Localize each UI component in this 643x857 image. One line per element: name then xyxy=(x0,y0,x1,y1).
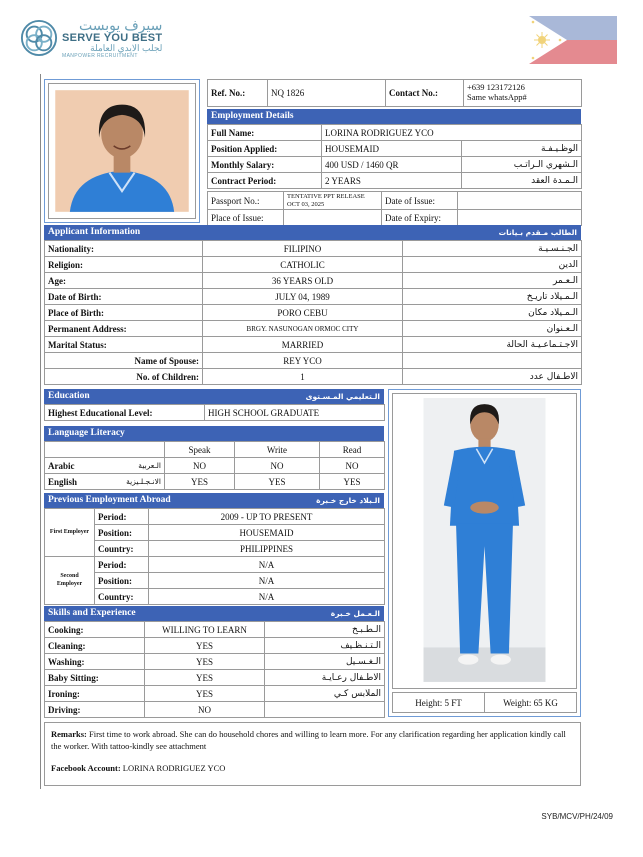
contract-value: 2 YEARS xyxy=(322,173,462,189)
language-name: English xyxy=(48,476,78,487)
facebook-label: Facebook Account: xyxy=(51,762,121,773)
portrait-photo xyxy=(48,83,196,219)
language-row xyxy=(45,474,385,490)
passport-label: Passport No.: xyxy=(208,192,284,210)
applicant-row xyxy=(45,241,582,257)
read-header: Read xyxy=(320,442,385,458)
first-position-label: Position: xyxy=(95,525,149,541)
salary-arabic: الـشهري الـراتـب xyxy=(462,157,582,173)
applicant-row xyxy=(45,257,582,273)
skills-title-arabic: الـعـمل خـبرة xyxy=(330,609,380,618)
salary-value: 400 USD / 1460 QR xyxy=(322,157,462,173)
contact-cell xyxy=(464,80,582,107)
second-period-value: N/A xyxy=(149,557,385,573)
skills-header xyxy=(44,606,384,621)
second-country-value: N/A xyxy=(149,589,385,605)
skill-row xyxy=(45,702,385,718)
language-literacy-block xyxy=(44,426,384,490)
applicant-field-value: PORO CEBU xyxy=(203,305,403,321)
education-value: HIGH SCHOOL GRADUATE xyxy=(205,405,385,421)
applicant-field-label: Age: xyxy=(45,273,203,289)
remarks-label: Remarks: xyxy=(51,729,87,739)
skill-arabic: الـطـبـخ xyxy=(265,622,385,638)
full-name-label: Full Name: xyxy=(208,125,322,141)
skill-row xyxy=(45,654,385,670)
spouse-label: Name of Spouse: xyxy=(45,353,203,369)
applicant-field-label: Marital Status: xyxy=(45,337,203,353)
first-period-value: 2009 - UP TO PRESENT xyxy=(149,509,385,525)
skill-value: YES xyxy=(145,654,265,670)
brand-name: SERVE YOU BEST xyxy=(62,31,163,44)
weight-value: Weight: 65 KG xyxy=(485,693,577,713)
second-employer-label xyxy=(45,557,95,605)
first-employer-label xyxy=(45,509,95,557)
skill-arabic: الـغـسـيل xyxy=(265,654,385,670)
language-name-arabic: الانـجـلـيزية xyxy=(126,476,161,486)
applicant-field-label: Nationality: xyxy=(45,241,203,257)
place-issue-value xyxy=(284,210,382,226)
education-block xyxy=(44,389,384,421)
company-logo xyxy=(20,18,162,59)
speak-header: Speak xyxy=(165,442,235,458)
contract-arabic: الـمـدة العقد xyxy=(462,173,582,189)
remarks-paragraph xyxy=(51,728,574,753)
expiry-value xyxy=(458,210,582,226)
applicant-row xyxy=(45,321,582,337)
skill-row xyxy=(45,638,385,654)
children-arabic: الاطـفال عدد xyxy=(403,369,582,385)
passport-value xyxy=(284,192,382,210)
language-literacy-header xyxy=(44,426,384,441)
skill-label: Driving: xyxy=(45,702,145,718)
skills-block xyxy=(44,606,384,718)
logo-knot-icon xyxy=(20,19,58,57)
skill-value: NO xyxy=(145,702,265,718)
facebook-value: LORINA RODRIGUEZ YCO xyxy=(122,762,226,773)
first-position-value: HOUSEMAID xyxy=(149,525,385,541)
spouse-arabic xyxy=(403,353,582,369)
remarks-text: First time to work abroad. She can do household chores and willing to learn more. For any clarification regarding her application kindly call the worker. With tattoo-kindly see attachment xyxy=(51,729,566,752)
language-row xyxy=(45,458,385,474)
application-sheet xyxy=(40,74,586,789)
applicant-field-value: MARRIED xyxy=(203,337,403,353)
applicant-field-arabic: الـعـمر xyxy=(403,273,582,289)
education-title: Education xyxy=(48,391,90,401)
applicant-field-label: Permanent Address: xyxy=(45,321,203,337)
previous-employment-block xyxy=(44,493,384,605)
first-employer-text: First Employer xyxy=(49,528,90,535)
second-country-label: Country: xyxy=(95,589,149,605)
applicant-field-value: FILIPINO xyxy=(203,241,403,257)
skills-title: Skills and Experience xyxy=(48,608,136,618)
skill-label: Cleaning: xyxy=(45,638,145,654)
children-value: 1 xyxy=(203,369,403,385)
skill-arabic: الاطـفال رعـايـة xyxy=(265,670,385,686)
skill-value: YES xyxy=(145,670,265,686)
second-employer-text: Second Employer xyxy=(56,573,83,587)
applicant-field-arabic: الدين xyxy=(403,257,582,273)
issue-date-label: Date of Issue: xyxy=(382,192,458,210)
skill-row xyxy=(45,686,385,702)
language-blank-header xyxy=(45,442,165,458)
previous-employment-header xyxy=(44,493,384,508)
ref-value: NQ 1826 xyxy=(268,80,386,107)
philippines-flag-icon xyxy=(529,16,617,64)
language-name-cell xyxy=(45,474,165,490)
speak-value: NO xyxy=(165,458,235,474)
skill-arabic xyxy=(265,702,385,718)
education-label: Highest Educational Level: xyxy=(45,405,205,421)
write-value: YES xyxy=(235,474,320,490)
write-header: Write xyxy=(235,442,320,458)
expiry-label: Date of Expiry: xyxy=(382,210,458,226)
applicant-information-block xyxy=(44,225,581,385)
skill-arabic: الـتـنـظـيف xyxy=(265,638,385,654)
salary-label: Monthly Salary: xyxy=(208,157,322,173)
applicant-field-arabic: الاجـتـماعـيـة الحالة xyxy=(403,337,582,353)
skill-arabic: الملابس كـي xyxy=(265,686,385,702)
contact-note: Same whatsApp# xyxy=(467,92,527,102)
previous-employment-title-arabic: الـبلاد خارج خـبرة xyxy=(316,496,380,505)
skill-label: Ironing: xyxy=(45,686,145,702)
second-period-label: Period: xyxy=(95,557,149,573)
language-literacy-title: Language Literacy xyxy=(48,428,125,438)
brand-tagline: MANPOWER RECRUITMENT xyxy=(62,52,138,59)
applicant-information-title: Applicant Information xyxy=(48,227,141,237)
applicant-field-label: Date of Birth: xyxy=(45,289,203,305)
passport-value-text: TENTATIVE PPT RELEASE OCT 03, 2025 xyxy=(287,193,365,208)
employment-details-block xyxy=(207,79,581,226)
issue-date-value xyxy=(458,192,582,210)
skill-row xyxy=(45,670,385,686)
first-country-label: Country: xyxy=(95,541,149,557)
document-code: SYB/MCV/PH/24/09 xyxy=(541,812,613,821)
facebook-line xyxy=(51,762,574,774)
applicant-field-arabic: الـعـنوان xyxy=(403,321,582,337)
brand-arabic-sub: لجلب الايدي العاملة xyxy=(90,43,163,54)
language-name-arabic: الـعربية xyxy=(138,460,161,470)
applicant-row xyxy=(45,337,582,353)
second-position-label: Position: xyxy=(95,573,149,589)
position-value: HOUSEMAID xyxy=(322,141,462,157)
first-period-label: Period: xyxy=(95,509,149,525)
write-value: NO xyxy=(235,458,320,474)
applicant-information-title-arabic: الطالب مـقدم بـيانات xyxy=(498,228,577,237)
applicant-row xyxy=(45,289,582,305)
full-body-photo xyxy=(392,393,577,689)
applicant-row xyxy=(45,273,582,289)
education-header xyxy=(44,389,384,404)
portrait-photo-frame xyxy=(44,79,200,223)
children-label: No. of Children: xyxy=(45,369,203,385)
skill-row xyxy=(45,622,385,638)
position-label: Position Applied: xyxy=(208,141,322,157)
employment-details-title: Employment Details xyxy=(211,111,294,121)
second-position-value: N/A xyxy=(149,573,385,589)
remarks-block xyxy=(44,722,581,786)
language-name-cell xyxy=(45,458,165,474)
education-title-arabic: الـتعليمي المـسـتوى xyxy=(305,392,380,401)
height-value: Height: 5 FT xyxy=(393,693,485,713)
applicant-field-value: JULY 04, 1989 xyxy=(203,289,403,305)
applicant-field-arabic: الـمـيلاد تاريـخ xyxy=(403,289,582,305)
employment-details-header xyxy=(207,109,581,124)
read-value: YES xyxy=(320,474,385,490)
contact-value: +639 123172126 xyxy=(467,82,525,93)
brand-arabic: سيرف يوبست xyxy=(79,17,163,33)
applicant-information-header xyxy=(44,225,581,240)
skill-value: YES xyxy=(145,638,265,654)
previous-employment-title: Previous Employment Abroad xyxy=(48,495,171,505)
skill-label: Baby Sitting: xyxy=(45,670,145,686)
applicant-field-arabic: الجـنـسـيـة xyxy=(403,241,582,257)
applicant-row xyxy=(45,305,582,321)
applicant-field-arabic: الـمـيلاد مكان xyxy=(403,305,582,321)
speak-value: YES xyxy=(165,474,235,490)
contact-label: Contact No.: xyxy=(386,80,464,107)
ref-label: Ref. No.: xyxy=(208,80,268,107)
applicant-field-value: BRGY. NASUNOGAN ORMOC CITY xyxy=(203,321,403,337)
first-country-value: PHILIPPINES xyxy=(149,541,385,557)
spouse-value: REY YCO xyxy=(203,353,403,369)
applicant-field-value: CATHOLIC xyxy=(203,257,403,273)
full-body-photo-frame xyxy=(388,389,581,717)
skill-value: YES xyxy=(145,686,265,702)
applicant-field-label: Place of Birth: xyxy=(45,305,203,321)
read-value: NO xyxy=(320,458,385,474)
full-name-value: LORINA RODRIGUEZ YCO xyxy=(322,125,582,141)
place-issue-label: Place of Issue: xyxy=(208,210,284,226)
applicant-field-label: Religion: xyxy=(45,257,203,273)
page-header xyxy=(0,0,643,78)
language-name: Arabic xyxy=(48,460,75,471)
skill-value: WILLING TO LEARN xyxy=(145,622,265,638)
skill-label: Cooking: xyxy=(45,622,145,638)
position-arabic: الوظـيـفـة xyxy=(462,141,582,157)
contract-label: Contract Period: xyxy=(208,173,322,189)
skill-label: Washing: xyxy=(45,654,145,670)
applicant-field-value: 36 YEARS OLD xyxy=(203,273,403,289)
